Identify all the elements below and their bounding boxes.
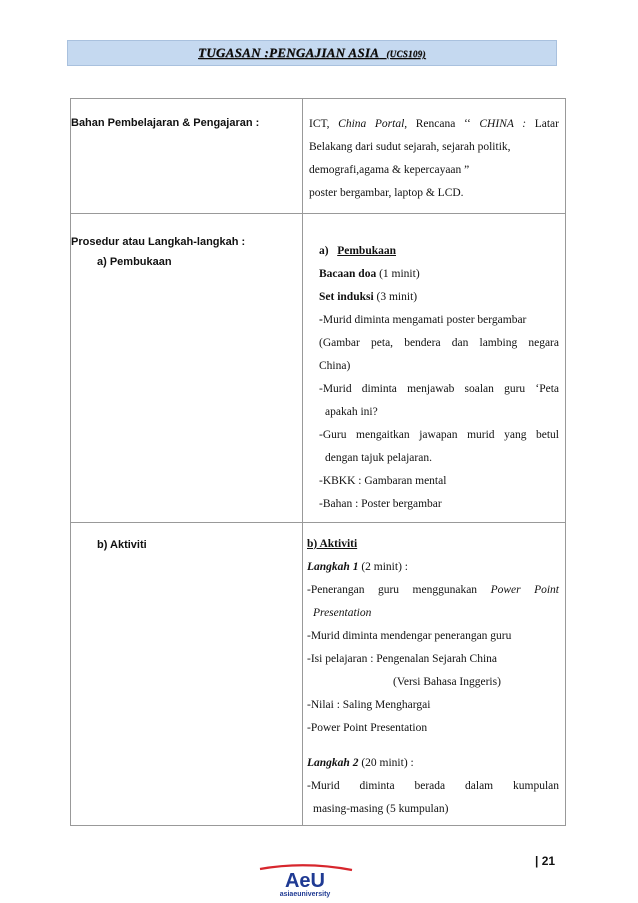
text-line: (Gambar peta, bendera dan lambing negara (319, 337, 559, 349)
text-line: -Murid diminta mengamati poster bergambar (319, 314, 527, 326)
table-row (71, 214, 566, 523)
university-logo (240, 864, 370, 898)
logo-subtext: asiaeuniversity (279, 891, 331, 898)
subsection-label: a) Pembukaan (97, 256, 172, 268)
row-label: Bahan Pembelajaran & Pengajaran : (71, 117, 260, 129)
logo-wordmark: AeU (284, 870, 326, 892)
text-line: -Murid diminta mendengar penerangan guru (307, 630, 512, 642)
text-line: Set induksi (3 minit) (319, 291, 418, 303)
banner-title: TUGASAN :PENGAJIAN ASIA (UCS109) (198, 45, 426, 60)
text-line: Belakang dari sudut sejarah, sejarah politik, (309, 141, 511, 153)
text-line: (Versi Bahasa Inggeris) (393, 676, 501, 688)
text-line: ICT, China Portal, Rencana ‘‘ CHINA : Latar (309, 118, 559, 130)
text-line: apakah ini? (325, 406, 378, 418)
text-line: Bacaan doa (1 minit) (319, 268, 420, 280)
text-line: demografi,agama & kepercayaan ” (309, 164, 470, 176)
row-label: Prosedur atau Langkah-langkah : (71, 236, 246, 248)
table-row (71, 99, 566, 214)
cell-content (303, 214, 566, 523)
text-line: Presentation (313, 607, 372, 619)
page-number: | 21 (535, 854, 556, 868)
text-line: -Murid diminta berada dalam kumpulan (307, 780, 559, 792)
text-line: -Murid diminta menjawab soalan guru ‘Peta (319, 383, 559, 395)
section-heading: a) Pembukaan (319, 245, 397, 257)
subsection-label: b) Aktiviti (97, 539, 147, 551)
text-line: -Power Point Presentation (307, 722, 428, 734)
cell-label (71, 99, 303, 214)
text-line: poster bergambar, laptop & LCD. (309, 187, 464, 199)
text-line: China) (319, 360, 351, 372)
text-line: Langkah 2 (20 minit) : (307, 757, 414, 769)
cell-content (303, 99, 566, 214)
lesson-table (70, 98, 566, 826)
text-line: -Penerangan guru menggunakan Power Point (307, 584, 559, 596)
text-line: -KBKK : Gambaran mental (319, 475, 447, 487)
cell-label (71, 214, 303, 523)
text-line: -Guru mengaitkan jawapan murid yang betul (319, 429, 559, 441)
text-line: masing-masing (5 kumpulan) (313, 803, 449, 815)
cell-content (303, 523, 566, 826)
cell-label (71, 523, 303, 826)
text-line: dengan tajuk pelajaran. (325, 452, 432, 464)
text-line: -Isi pelajaran : Pengenalan Sejarah China (307, 653, 497, 665)
section-heading: b) Aktiviti (307, 538, 358, 550)
table-row (71, 523, 566, 826)
text-line: -Bahan : Poster bergambar (319, 498, 442, 510)
title-banner (67, 40, 557, 66)
text-line: Langkah 1 (2 minit) : (307, 561, 408, 573)
text-line: -Nilai : Saling Menghargai (307, 699, 431, 711)
